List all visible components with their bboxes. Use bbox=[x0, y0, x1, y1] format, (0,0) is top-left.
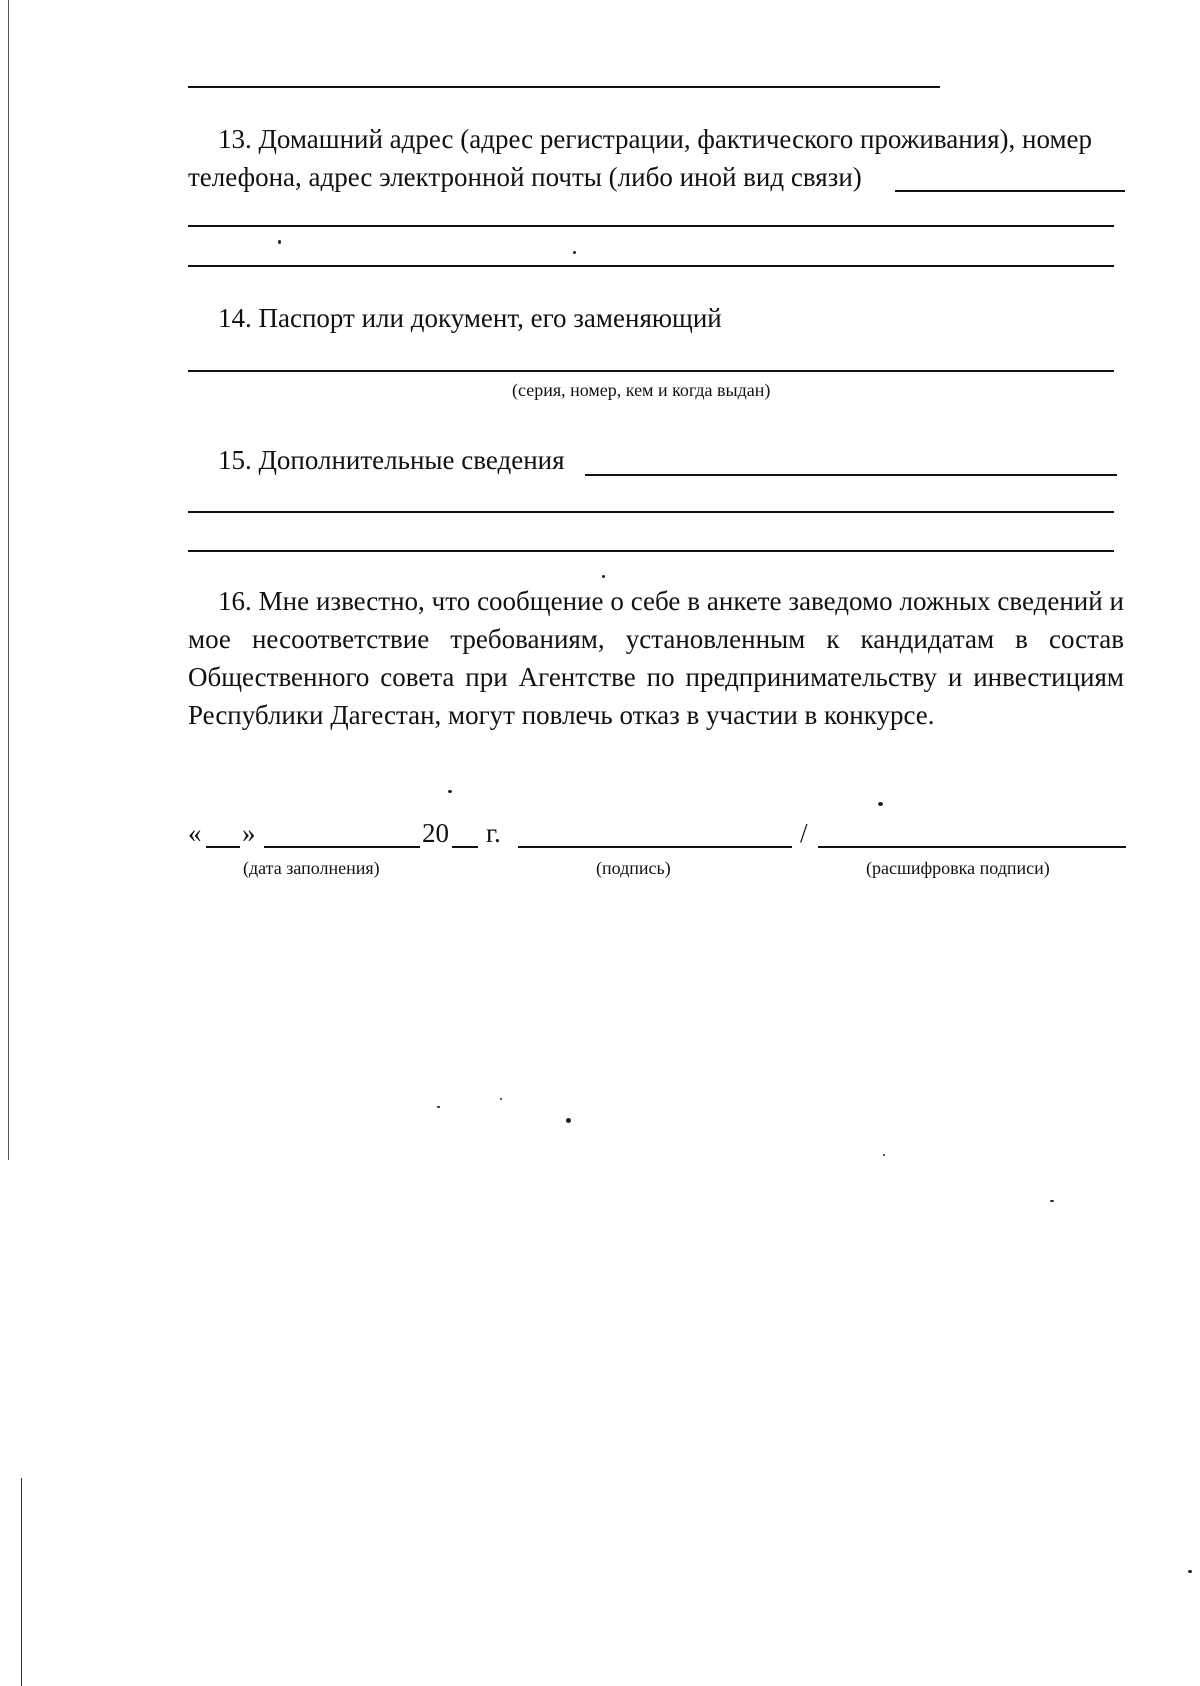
signature-slash: / bbox=[800, 818, 808, 848]
scan-speck bbox=[602, 575, 605, 578]
item15-fill-line[interactable] bbox=[585, 474, 1117, 476]
item13-line1: 13. Домашний адрес (адрес регистрации, фактического проживания), номер bbox=[218, 124, 1093, 154]
day-field[interactable] bbox=[206, 846, 240, 848]
year-suffix: г. bbox=[486, 818, 501, 848]
item15-fill-line[interactable] bbox=[188, 511, 1114, 513]
item13-fill-line[interactable] bbox=[188, 225, 1114, 227]
scan-edge-line bbox=[21, 1478, 22, 1686]
sign-caption: (подпись) bbox=[596, 858, 671, 878]
item16-statement: 16. Мне известно, что сообщение о себе в анкете заведомо ложных сведений и мое несоответствие требованиям, установленным к кандидатам в состав Общественного совета при Агентстве по предпринимательству и инвестициям Республики Дагестан, могут повлечь отказ в участии в конкурсе. bbox=[188, 586, 1124, 730]
scan-speck bbox=[437, 1106, 440, 1108]
item14-fill-line[interactable] bbox=[188, 370, 1114, 372]
item14-hint: (серия, номер, кем и когда выдан) bbox=[512, 380, 771, 400]
top-rule bbox=[188, 86, 940, 88]
year-field[interactable] bbox=[452, 846, 478, 848]
scan-speck bbox=[1050, 1200, 1054, 1202]
item14-label: 14. Паспорт или документ, его заменяющий bbox=[218, 303, 722, 333]
date-caption: (дата заполнения) bbox=[243, 858, 380, 878]
scan-speck bbox=[566, 1118, 571, 1123]
scan-speck bbox=[500, 1098, 502, 1100]
scan-speck bbox=[278, 240, 281, 244]
scan-speck bbox=[883, 1154, 885, 1156]
quote-close: » bbox=[242, 818, 256, 848]
signature-decode-field[interactable] bbox=[818, 846, 1126, 848]
month-field[interactable] bbox=[264, 846, 420, 848]
item15-label: 15. Дополнительные сведения bbox=[218, 445, 565, 475]
item13-fill-line[interactable] bbox=[895, 190, 1125, 192]
item13-line2: телефона, адрес электронной почты (либо иной вид связи) bbox=[188, 162, 862, 192]
scan-speck bbox=[878, 802, 883, 806]
scan-edge-line bbox=[8, 0, 9, 1160]
scan-speck bbox=[1188, 1570, 1192, 1573]
item15-fill-line[interactable] bbox=[188, 550, 1114, 552]
item13-fill-line[interactable] bbox=[188, 265, 1114, 267]
scan-speck bbox=[448, 790, 452, 793]
decode-caption: (расшифровка подписи) bbox=[866, 858, 1050, 878]
signature-field[interactable] bbox=[518, 846, 792, 848]
scan-speck bbox=[573, 251, 576, 254]
year-prefix: 20 bbox=[422, 818, 449, 848]
quote-open: « bbox=[188, 818, 202, 848]
